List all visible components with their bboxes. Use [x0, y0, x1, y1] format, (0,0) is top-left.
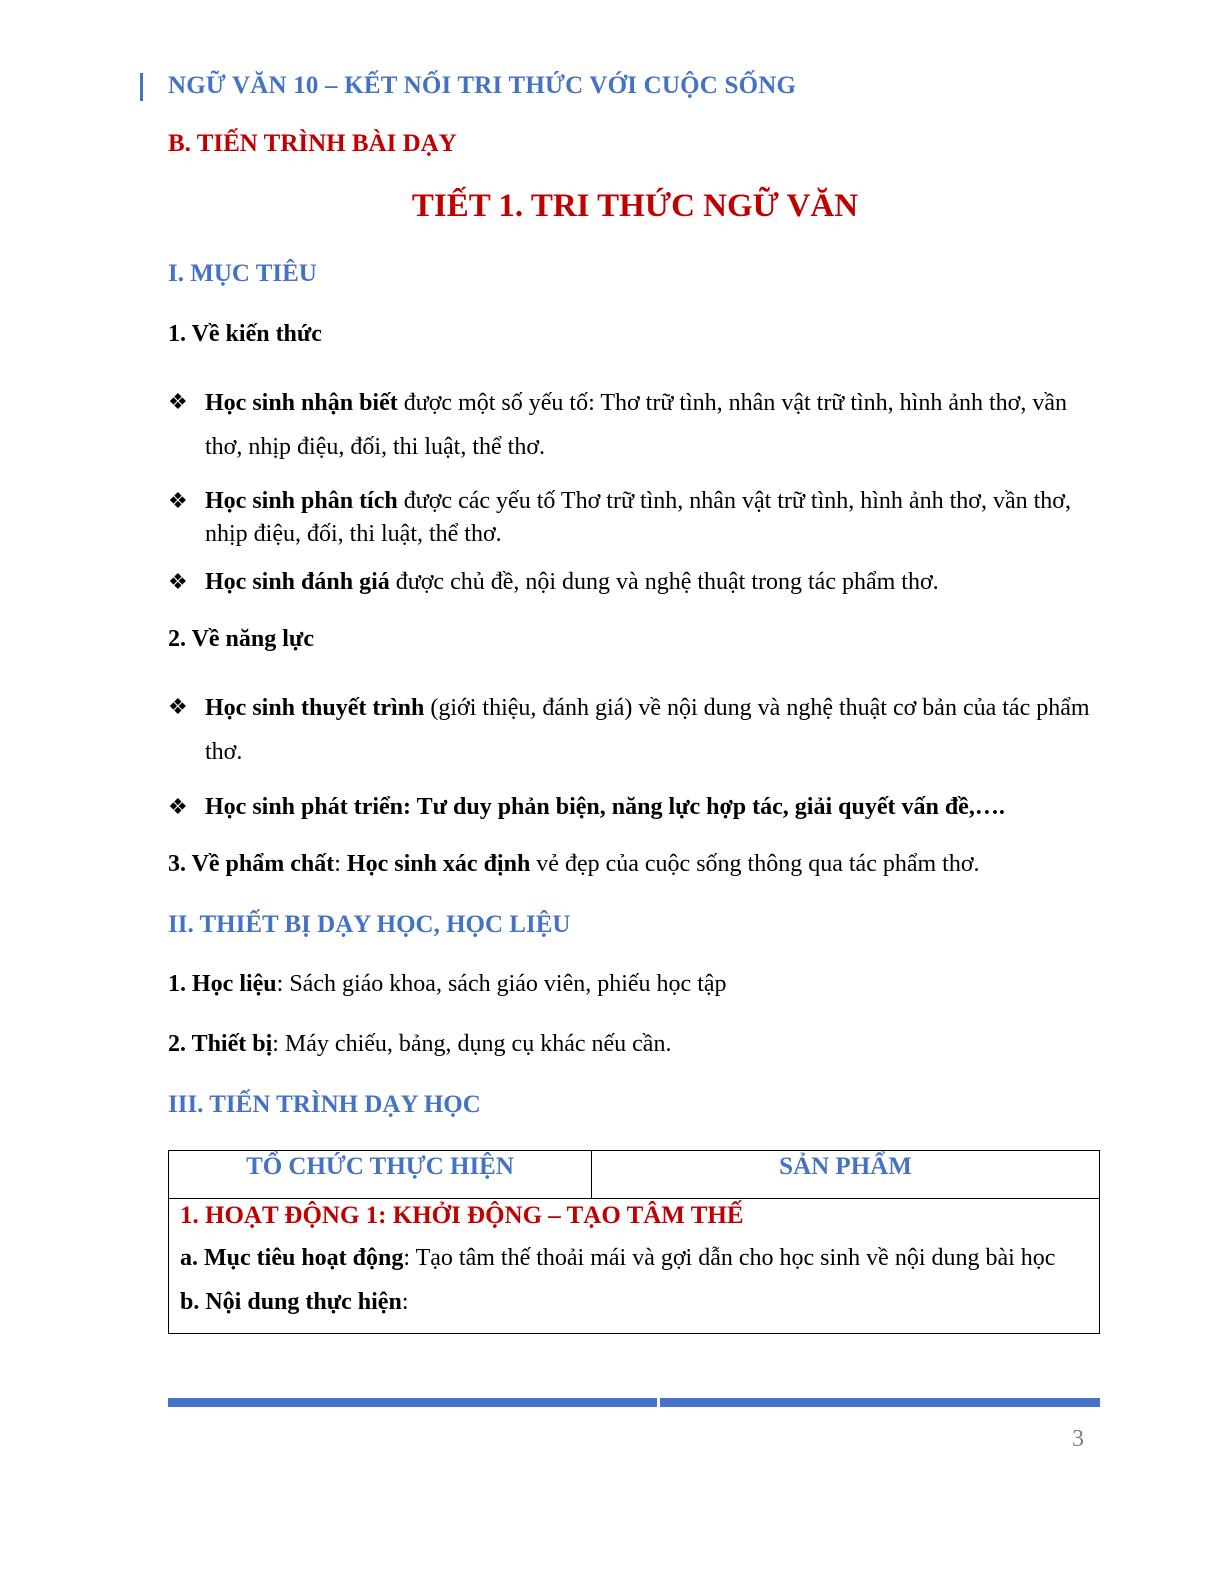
page-number: 3 — [1072, 1426, 1084, 1452]
activity-content — [180, 1280, 1088, 1324]
knowledge-heading: 1. Về kiến thức — [168, 321, 322, 347]
competence-bullet-1 — [168, 686, 1108, 774]
quality-sep: : — [334, 851, 347, 877]
quality-text: vẻ đẹp của cuộc sống thông qua tác phẩm thơ. — [530, 851, 980, 877]
goal-label: a. Mục tiêu hoạt động — [180, 1245, 404, 1271]
knowledge-bullet-3 — [168, 566, 1108, 599]
bullet-text: được chủ đề, nội dung và nghệ thuật trong tác phẩm thơ. — [389, 569, 939, 595]
diamond-bullet-icon: ❖ — [168, 795, 188, 820]
footer-rule-gap — [657, 1398, 660, 1407]
diamond-bullet-icon: ❖ — [168, 570, 188, 595]
quality-bold: Học sinh xác định — [346, 851, 531, 877]
bullet-bold: Học sinh đánh giá — [205, 569, 390, 595]
bullet-text: được một số yếu tố: Thơ trữ tình, nhân vật trữ tình, hình ảnh thơ, vần thơ, nhịp điệu, đối, thi luật, thể thơ. — [205, 390, 1067, 460]
materials-label: 1. Học liệu — [168, 971, 277, 997]
content-text: : — [401, 1289, 409, 1315]
table-header-row — [169, 1151, 1100, 1199]
table-row — [169, 1199, 1100, 1334]
activity-title: 1. HOẠT ĐỘNG 1: KHỞI ĐỘNG – TẠO TÂM THẾ — [180, 1202, 744, 1229]
column-header-product: SẢN PHẨM — [592, 1151, 1100, 1199]
running-header: NGỮ VĂN 10 – KẾT NỐI TRI THỨC VỚI CUỘC SỐNG — [168, 72, 797, 99]
column-header-organization: TỔ CHỨC THỰC HIỆN — [169, 1151, 592, 1199]
diamond-bullet-icon: ❖ — [168, 390, 188, 415]
bullet-text: (giới thiệu, đánh giá) về nội dung và nghệ thuật cơ bản của tác phẩm thơ. — [205, 695, 1090, 765]
bullet-bold: Học sinh thuyết trình — [205, 695, 425, 721]
materials-line — [168, 971, 727, 998]
equipment-line — [168, 1031, 671, 1058]
objectives-heading: I. MỤC TIÊU — [168, 260, 317, 287]
lesson-title: TIẾT 1. TRI THỨC NGỮ VĂN — [411, 188, 859, 224]
goal-text: : Tạo tâm thế thoải mái và gợi dẫn cho học sinh về nội dung bài học — [403, 1245, 1056, 1271]
section-b-heading: B. TIẾN TRÌNH BÀI DẠY — [168, 130, 457, 157]
process-heading: III. TIẾN TRÌNH DẠY HỌC — [168, 1091, 481, 1118]
footer-rule — [168, 1398, 1100, 1407]
equipment-heading: II. THIẾT BỊ DẠY HỌC, HỌC LIỆU — [168, 911, 571, 938]
diamond-bullet-icon: ❖ — [168, 695, 188, 720]
lesson-plan-table — [168, 1150, 1100, 1334]
activity-cell — [169, 1199, 1100, 1334]
activity-goal — [180, 1236, 1088, 1280]
knowledge-bullet-2 — [168, 485, 1108, 551]
content-label: b. Nội dung thực hiện — [180, 1289, 402, 1315]
quality-label: 3. Về phẩm chất — [168, 851, 335, 877]
competence-bullet-2 — [168, 791, 1108, 824]
bullet-text: được các yếu tố Thơ trữ tình, nhân vật trữ tình, hình ảnh thơ, vần thơ, nhịp điệu, đối, thi luật, thể thơ. — [205, 488, 1071, 547]
equipment-text: : Máy chiếu, bảng, dụng cụ khác nếu cần. — [272, 1031, 672, 1057]
quality-line — [168, 851, 980, 878]
diamond-bullet-icon: ❖ — [168, 489, 188, 514]
materials-text: : Sách giáo khoa, sách giáo viên, phiếu học tập — [276, 971, 727, 997]
knowledge-bullet-1 — [168, 381, 1108, 469]
bullet-bold: Học sinh nhận biết — [205, 390, 398, 416]
header-accent-bar — [140, 73, 143, 101]
equipment-label: 2. Thiết bị — [168, 1031, 273, 1057]
bullet-bold: Học sinh phát triển: Tư duy phản biện, năng lực hợp tác, giải quyết vấn đề,…. — [205, 794, 1005, 820]
competence-heading: 2. Về năng lực — [168, 626, 314, 652]
bullet-bold: Học sinh phân tích — [205, 488, 398, 514]
